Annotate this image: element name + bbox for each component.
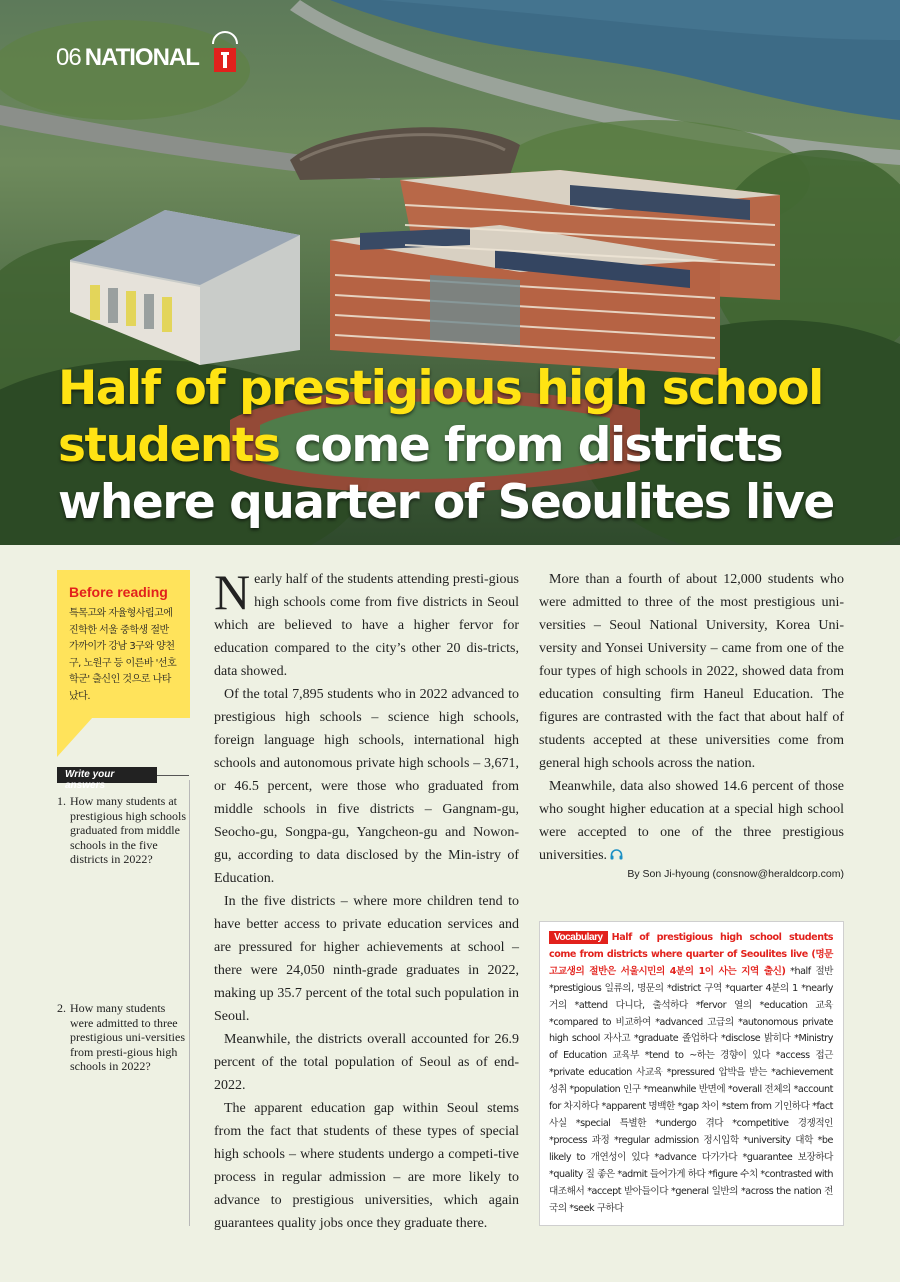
vocabulary-heading: Half of prestigious high school students come from districts where quarter of Seoulites live (명문 고교생의 절반은 서울시민의 4분의 1이 사는 지역 출신) [549, 932, 833, 977]
before-reading-box [57, 570, 190, 718]
headline-highlight: students [58, 418, 280, 473]
article-paragraph [539, 775, 844, 867]
section-name: NATIONAL [84, 44, 199, 71]
paragraph-text: Meanwhile, data also showed 14.6 percent of those who sought higher education at a special high school were accepted to one of the three prestigious universities. [539, 779, 844, 863]
question-item [57, 1001, 187, 1074]
question-text: How many students were admitted to three prestigious uni-versities from presti-gious high schools in 2022? [70, 1001, 185, 1073]
article-column-1 [214, 564, 519, 1235]
article-paragraph: Of the total 7,895 students who in 2022 advanced to prestigious high schools – science high schools, foreign language high schools, international high schools and autonomous private high schools – 3,671, or 46.5 percent, were those who graduated from middle schools in five districts – Gangnam-gu, Seocho-gu, Songpa-gu, Yangcheon-gu and Nowon-gu, according to data disclosed by the Min-istry of Education. [214, 687, 519, 886]
headline-line-3: where quarter of Seoulites live [58, 475, 834, 530]
write-answers-label: Write your answers [57, 767, 157, 783]
vocabulary-tag: Vocabulary [549, 931, 608, 944]
brand-logo-icon [211, 30, 239, 74]
byline: By Son Ji-hyoung (consnow@heraldcorp.com) [627, 868, 844, 880]
headline-line-1: Half of prestigious high school [58, 361, 823, 416]
before-reading-title: Before reading [69, 584, 168, 600]
before-reading-text: 특목고와 자율형사립고에 진학한 서울 중학생 절반 가까이가 강남 3구와 양천구, 노원구 등 이른바 '선호 학군' 출신인 것으로 나타났다. [69, 608, 177, 702]
article-paragraph: More than a fourth of about 12,000 students who were admitted to three of the most prestigious uni-versities – Seoul National University, Korea Uni-versity and Yonsei University – came from one of the four types of high schools in 2022, showed data from education consulting firm Haneul Education. The figures are contrasted with the fact that about half of students accepted at these universities come from general high schools across the nation. [539, 572, 844, 771]
headline [58, 360, 858, 531]
divider [157, 775, 189, 776]
page-number: 06 [56, 44, 81, 71]
hero-photo [0, 0, 900, 545]
question-number: 2. [57, 1001, 66, 1015]
page-header [56, 44, 199, 72]
article-paragraph: The apparent education gap within Seoul stems from the fact that students of these types of special high schools – where students undergo a competi-tive process in regular admission – are more likely to advance to prestigious universities, which again guarantees quality jobs once they graduate there. [214, 1101, 519, 1231]
article-column-2 [539, 568, 844, 867]
vocabulary-text: *half 절반 *prestigious 일류의, 명문의 *district 구역 *quarter 4분의 1 *nearly 거의 *attend 다니다, 출석하다 *fervor 열의 *education 교육 *compared to 비교하여 *advanced 고급의 *autonomous private high school 자사고 *graduate 졸업하다 *disclose 밝히다 *Ministry of Education 교육부 *tend to ~하는 경향이 있다 *access 접근 *private education 사교육 *pressured 압박을 받는 *achievement 성취 *population 인구 *meanwhile 반면에 *overall 전체의 *account for 차지하다 *apparent 명백한 *gap 차이 *stem from 기인하다 *fact 사실 *special 특별한 *undergo 겪다 *competitive 경쟁적인 *process 과정 *regular admission 정시입학 *university 대학 *be likely to 개연성이 있다 *advance 다가가다 *guarantee 보장하다 *quality 질 좋은 *admit 들어가게 하다 *figure 수치 *contrasted with 대조해서 *accept 받아들이다 *general 일반의 *across the nation 전국의 *seek 구하다 [549, 965, 833, 1214]
question-number: 1. [57, 794, 66, 808]
article-paragraph [214, 564, 519, 683]
vocabulary-box [539, 921, 844, 1226]
headphones-icon[interactable] [610, 849, 623, 860]
article-paragraph: Meanwhile, the districts overall accounted for 26.9 percent of the total population of Seoul as of end-2022. [214, 1032, 519, 1093]
column-divider [189, 780, 190, 1226]
question-text: How many students at prestigious high schools graduated from middle schools in the five districts in 2022? [70, 794, 186, 866]
paragraph-text: early half of the students attending presti-gious high schools come from five districts in Seoul which are believed to have a higher fervor for education compared to the city’s other 20 dis-tricts, data showed. [214, 572, 519, 679]
question-item [57, 794, 187, 867]
speech-bubble-tail [57, 717, 93, 757]
article-paragraph: In the five districts – where more children tend to have better access to private education services and are pressured for higher achievements at school – there were 24,050 ninth-grade graduates in 2022, making up 35.7 percent of the total such population in Seoul. [214, 894, 519, 1024]
drop-cap: N [214, 564, 251, 620]
headline-line-2: come from districts [279, 418, 783, 473]
